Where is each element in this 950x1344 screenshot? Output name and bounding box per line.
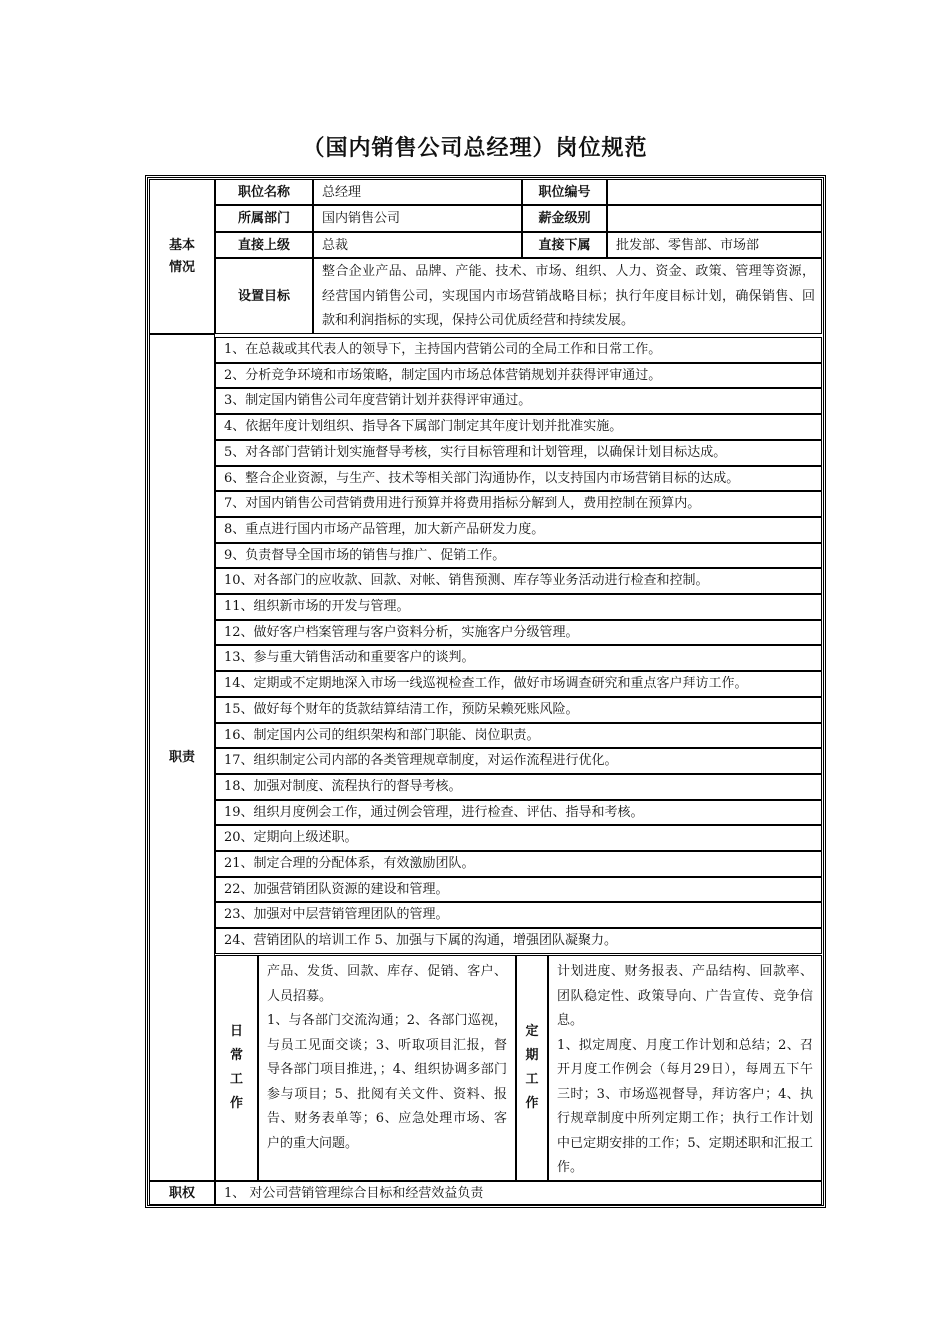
position-name-value: 总经理 <box>313 179 522 205</box>
section-basic-text: 基本情况 <box>168 237 195 275</box>
duty-item: 8、重点进行国内市场产品管理，加大新产品研发力度。 <box>215 517 822 543</box>
duty-item: 14、定期或不定期地深入市场一线巡视检查工作，做好市场调查研究和重点客户拜访工作。 <box>215 671 822 697</box>
authority-item: 1、 对公司营销管理综合目标和经营效益负责 <box>215 1181 822 1205</box>
duty-item: 5、对各部门营销计划实施督导考核，实行目标管理和计划管理，以确保计划目标达成。 <box>215 440 822 466</box>
duty-item: 21、制定合理的分配体系，有效激励团队。 <box>215 851 822 877</box>
section-duties-text: 职责 <box>168 750 195 765</box>
department-value: 国内销售公司 <box>313 205 522 232</box>
goal-value: 整合企业产品、品牌、产能、技术、市场、组织、人力、资金、政策、管理等资源，经营国内销售公司，实现国内市场营销战略目标；执行年度目标计划，确保销售、回款和利润指标的实现，保持公司优质经营和持续发展。 <box>313 258 822 334</box>
periodic-work-content: 计划进度、财务报表、产品结构、回款率、团队稳定性、政策导向、广告宣传、竞争信息。 1、拟定周度、月度工作计划和总结；2、召开月度工作例会（每月29日），每周五下午三时；3、市场巡视督导，拜访客户；4、执行规章制度中所列定期工作；执行工作计划中已定期安排的工作；5、定期述职和汇报工作。 <box>557 964 813 1175</box>
duty-item: 19、组织月度例会工作，通过例会管理，进行检查、评估、指导和考核。 <box>215 800 822 825</box>
section-basic-label <box>149 179 215 334</box>
duty-item: 13、参与重大销售活动和重要客户的谈判。 <box>215 645 822 671</box>
subordinate-label: 直接下属 <box>522 232 607 258</box>
duty-item: 12、做好客户档案管理与客户资料分析，实施客户分级管理。 <box>215 620 822 645</box>
periodic-work-label-text: 定期工作 <box>525 1024 539 1111</box>
duty-item: 3、制定国内销售公司年度营销计划并获得评审通过。 <box>215 388 822 414</box>
periodic-work-text <box>548 955 822 1181</box>
section-authority-label <box>149 1181 215 1205</box>
duty-item: 23、加强对中层营销管理团队的管理。 <box>215 902 822 928</box>
superior-label: 直接上级 <box>215 232 313 258</box>
duty-item: 24、营销团队的培训工作 5、加强与下属的沟通，增强团队凝聚力。 <box>215 928 822 954</box>
duty-item: 6、整合企业资源，与生产、技术等相关部门沟通协作，以支持国内市场营销目标的达成。 <box>215 466 822 491</box>
duty-item: 2、分析竞争环境和市场策略，制定国内市场总体营销规划并获得评审通过。 <box>215 363 822 388</box>
daily-work-label-text: 日常工作 <box>229 1024 243 1111</box>
periodic-work-label <box>516 955 548 1181</box>
duty-item: 9、负责督导全国市场的销售与推广、促销工作。 <box>215 543 822 568</box>
department-label: 所属部门 <box>215 205 313 232</box>
salary-label: 薪金级别 <box>522 205 607 232</box>
duty-item: 17、组织制定公司内部的各类管理规章制度，对运作流程进行优化。 <box>215 748 822 774</box>
section-duties-label <box>149 334 215 1181</box>
superior-value: 总裁 <box>313 232 522 258</box>
goal-label-text: 设置目标 <box>237 288 290 304</box>
goal-label <box>215 258 313 334</box>
duty-item: 10、对各部门的应收款、回款、对帐、销售预测、库存等业务活动进行检查和控制。 <box>215 568 822 594</box>
daily-work-text <box>258 955 516 1181</box>
duty-item: 7、对国内销售公司营销费用进行预算并将费用指标分解到人，费用控制在预算内。 <box>215 491 822 517</box>
duty-item: 16、制定国内公司的组织架构和部门职能、岗位职责。 <box>215 723 822 748</box>
subordinate-value: 批发部、零售部、市场部 <box>607 232 822 258</box>
salary-value <box>607 205 822 232</box>
daily-work-label <box>215 955 258 1181</box>
section-authority-text: 职权 <box>168 1185 195 1201</box>
duty-item: 15、做好每个财年的货款结算结清工作，预防呆赖死账风险。 <box>215 697 822 723</box>
duty-item: 4、依据年度计划组织、指导各下属部门制定其年度计划并批准实施。 <box>215 414 822 440</box>
position-code-label: 职位编号 <box>522 179 607 205</box>
page-title: （国内销售公司总经理）岗位规范 <box>302 136 648 161</box>
duty-item: 11、组织新市场的开发与管理。 <box>215 594 822 620</box>
duty-item: 18、加强对制度、流程执行的督导考核。 <box>215 774 822 800</box>
position-name-label: 职位名称 <box>215 179 313 205</box>
position-code-value <box>607 179 822 205</box>
duty-item: 1、在总裁或其代表人的领导下，主持国内营销公司的全局工作和日常工作。 <box>215 337 822 363</box>
daily-work-content: 产品、发货、回款、库存、促销、客户、人员招募。 1、与各部门交流沟通；2、各部门巡视，与员工见面交谈；3、听取项目汇报，督导各部门项目推进，；4、组织协调多部门参与项目；5、批阅有关文件、资料、报告、财务表单等；6、应急处理市场、客户的重大问题。 <box>267 964 507 1151</box>
duty-item: 22、加强营销团队资源的建设和管理。 <box>215 877 822 902</box>
duty-item: 20、定期向上级述职。 <box>215 825 822 851</box>
